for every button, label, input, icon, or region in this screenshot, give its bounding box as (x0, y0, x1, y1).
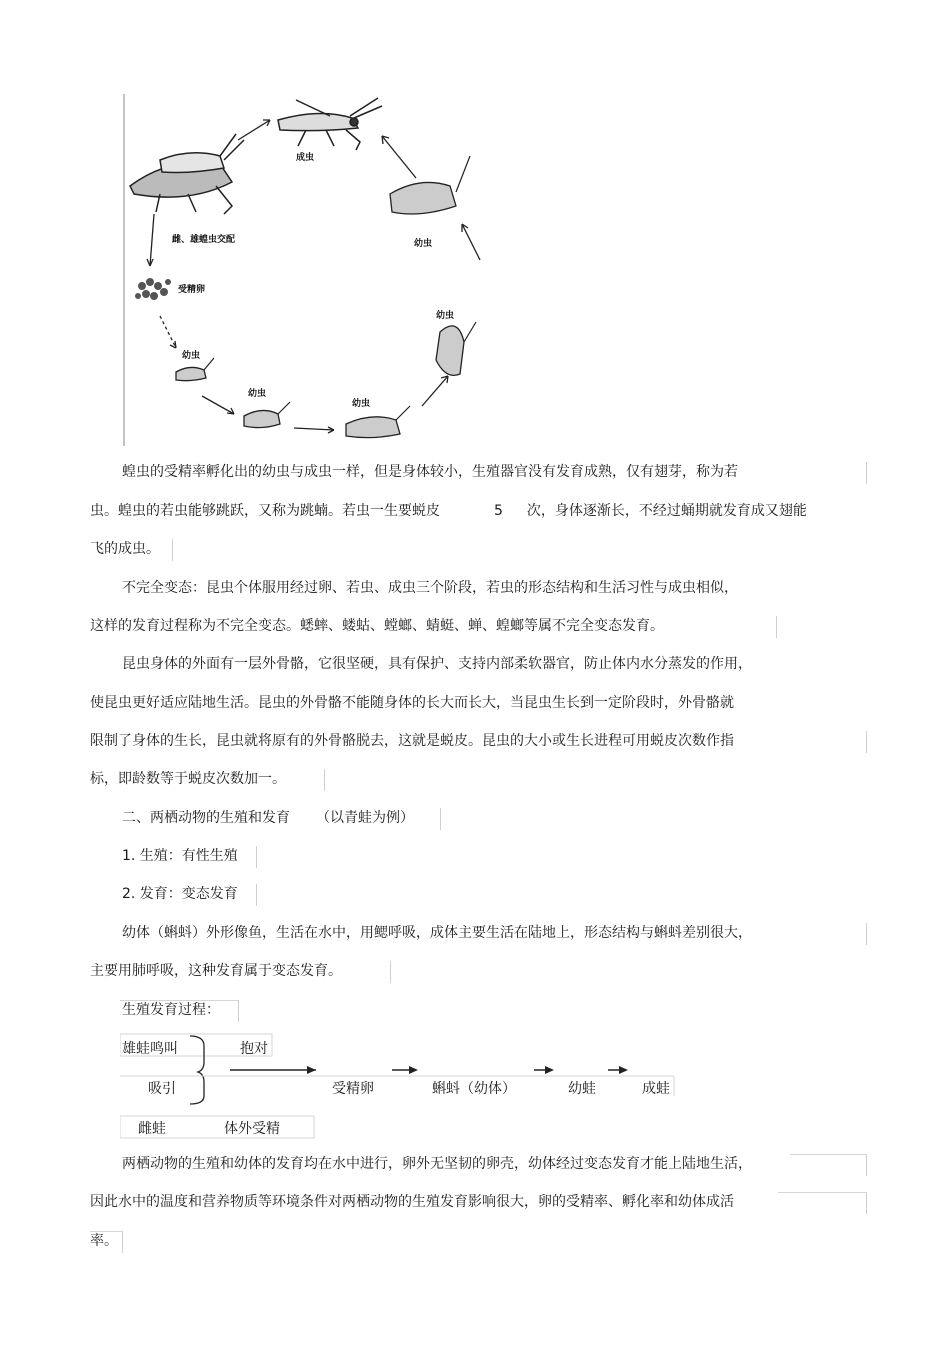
label-female: 雌蛙 (138, 1121, 166, 1137)
paragraph-1-line-2-text: 虫。蝗虫的若虫能够跳跃，又称为跳蝻。若虫一生要蜕皮 (90, 503, 440, 519)
rule (778, 1192, 866, 1193)
rule (790, 1154, 866, 1155)
margin-mark (256, 884, 257, 906)
paragraph-1-line-2 (90, 502, 807, 520)
adult-grasshopper-icon (278, 98, 382, 150)
paragraph-3-line-2: 使昆虫更好适应陆地生活。昆虫的外骨骼不能随身体的长大而长大，当昆虫生长到一定阶段时，外骨骼就 (90, 695, 734, 711)
mating-grasshoppers-icon (130, 134, 244, 214)
margin-mark (776, 616, 777, 638)
margin-mark (172, 539, 173, 561)
paragraph-4-line-1: 幼体（蝌蚪）外形像鱼，生活在水中，用鳃呼吸，成体主要生活在陆地上，形态结构与蝌蚪差别很大， (122, 925, 752, 941)
label-fertilized-eggs: 受精卵 (178, 285, 206, 295)
margin-mark (440, 808, 441, 830)
paragraph-3-line-3: 限制了身体的生长，昆虫就将原有的外骨骼脱去，这就是蜕皮。昆虫的大小或生长进程可用蜕皮次数作指 (90, 733, 734, 749)
margin-mark (866, 1192, 867, 1214)
paragraph-1-line-3: 飞的成虫。 (90, 541, 160, 557)
paragraph-4-line-2: 主要用肺呼吸，这种发育属于变态发育。 (90, 963, 342, 979)
paragraph-2-line-1: 不完全变态：昆虫个体服用经过卵、若虫、成虫三个阶段，若虫的形态结构和生活习性与成虫相似， (122, 580, 738, 596)
egg-cluster-icon (135, 278, 171, 300)
label-mating: 雌、雄蝗虫交配 (172, 235, 236, 245)
section-note: （以青蛙为例） (316, 810, 414, 826)
label-adult-frog: 成蛙 (642, 1081, 670, 1097)
paragraph-5-line-3: 率。 (90, 1233, 118, 1249)
molting-count: 5 (494, 503, 503, 519)
label-nymph-5: 幼虫 (414, 239, 433, 249)
item-development: 2. 发育：变态发育 (122, 886, 238, 902)
paragraph-5-line-2: 因此水中的温度和营养物质等环境条件对两栖动物的生殖发育影响很大，卵的受精率、孵化率和幼体成活 (90, 1194, 734, 1210)
label-tadpole: 蝌蚪（幼体） (432, 1081, 516, 1097)
label-external-fertilization: 体外受精 (224, 1121, 280, 1137)
label-amplexus: 抱对 (240, 1041, 268, 1057)
paragraph-1-line-2-tail: 次，身体逐渐长，不经过蛹期就发育成又翅能 (526, 503, 807, 519)
label-nymph-1: 幼虫 (182, 351, 201, 361)
process-title: 生殖发育过程： (122, 1002, 220, 1018)
frog-reproduction-diagram (120, 1000, 680, 1140)
rule (90, 1231, 122, 1232)
margin-mark (324, 769, 325, 791)
margin-mark (390, 961, 391, 983)
life-cycle-illustration (120, 90, 520, 446)
label-nymph-4: 幼虫 (436, 311, 455, 321)
label-male-call: 雄蛙鸣叫 (122, 1041, 178, 1057)
margin-mark (866, 462, 867, 484)
section-title-text: 二、两栖动物的生殖和发育 (122, 810, 290, 826)
paragraph-2-line-2: 这样的发育过程称为不完全变态。蟋蟀、蝼蛄、螳螂、蜻蜓、蝉、蝗螂等属不完全变态发育。 (90, 618, 664, 634)
paragraph-3-line-1: 昆虫身体的外面有一层外骨骼，它很坚硬，具有保护、支持内部柔软器官，防止体内水分蒸发的作用， (122, 656, 752, 672)
item-reproduction: 1. 生殖：有性生殖 (122, 848, 238, 864)
label-nymph-3: 幼虫 (352, 399, 371, 409)
section-title (122, 809, 414, 827)
nymph-icons (176, 182, 464, 437)
label-fertilized-egg: 受精卵 (332, 1081, 374, 1097)
paragraph-3-line-4: 标，即龄数等于蜕皮次数加一。 (90, 771, 286, 787)
paragraph-5-line-1: 两栖动物的生殖和幼体的发育均在水中进行，卵外无坚韧的卵壳，幼体经过变态发育才能上陆地生活， (122, 1156, 752, 1172)
paragraph-1-line-1: 蝗虫的受精率孵化出的幼虫与成虫一样，但是身体较小，生殖器官没有发育成熟，仅有翅芽，称为若 (122, 464, 738, 480)
grasshopper-life-cycle-figure (120, 90, 520, 446)
margin-mark (122, 1231, 123, 1253)
margin-mark (866, 731, 867, 753)
label-nymph-2: 幼虫 (248, 389, 267, 399)
margin-mark (866, 923, 867, 945)
label-froglet: 幼蛙 (568, 1081, 596, 1097)
label-attract: 吸引 (148, 1081, 176, 1097)
diagram-lines (120, 1000, 680, 1140)
margin-mark (256, 846, 257, 868)
label-adult: 成虫 (296, 153, 315, 163)
margin-mark (866, 1154, 867, 1176)
